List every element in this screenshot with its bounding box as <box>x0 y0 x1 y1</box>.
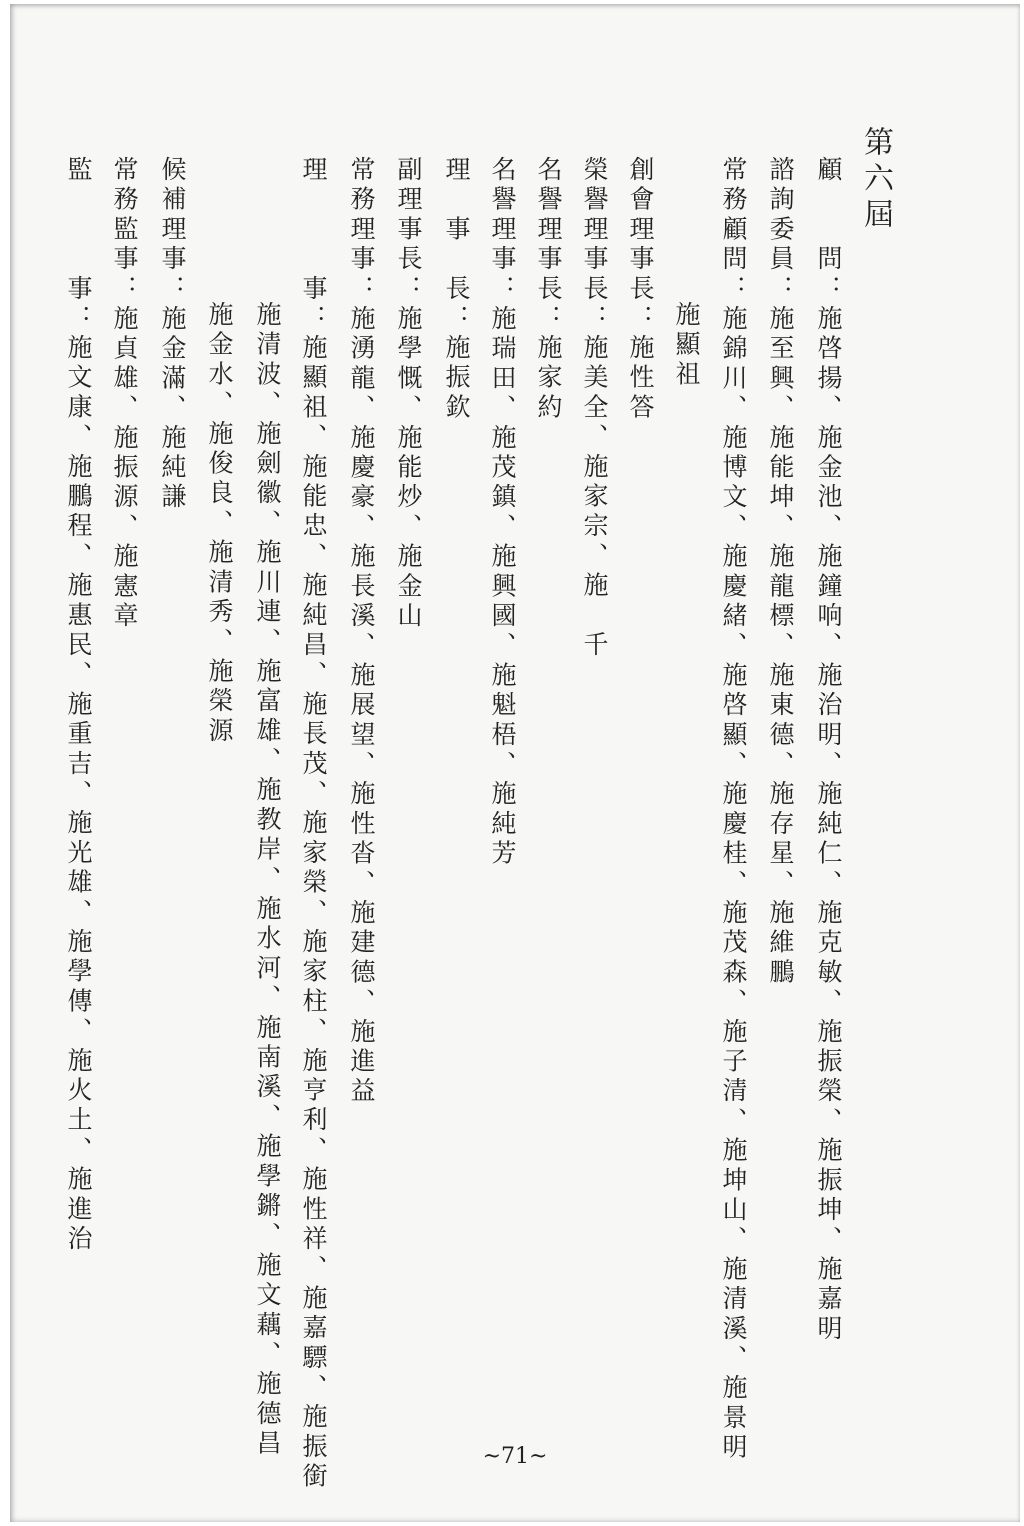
column-label: 諮詢委員： <box>766 156 795 305</box>
column-names: 施啓揚、施金池、施鐘响、施治明、施純仁、施克敏、施振榮、施振坤、施嘉明 <box>814 304 843 1344</box>
column-names: 施湧龍、施慶豪、施長溪、施展望、施性沓、施建德、施進益 <box>347 304 376 1107</box>
list-column-founding-chairman <box>628 156 653 423</box>
column-label: 常務理事： <box>347 156 376 305</box>
column-label: 常務監事： <box>110 156 139 305</box>
column-names: 施振欽 <box>442 334 471 424</box>
list-column-chairman <box>444 156 469 423</box>
list-column-emeritus-chairman <box>536 156 561 423</box>
column-label: 創會理事長： <box>626 156 655 335</box>
list-column-standing-supervisors <box>112 156 137 631</box>
column-label: 名譽理事長： <box>534 156 563 335</box>
column-label: 名譽理事： <box>488 156 517 305</box>
column-names: 施金水、施俊良、施清秀、施榮源 <box>205 301 234 747</box>
column-names: 施錦川、施博文、施慶緒、施啓顯、施慶桂、施茂森、施子清、施坤山、施清溪、施景明 <box>719 304 748 1463</box>
list-column-standing-advisors <box>721 156 746 1463</box>
list-column-honorary-chairman <box>582 156 607 661</box>
column-label: 顧 問： <box>814 156 843 305</box>
column-names: 施顯祖、施能忠、施純昌、施長茂、施家榮、施家柱、施亨利、施性祥、施嘉驃、施振銜 <box>299 334 328 1493</box>
column-names: 施美全、施家宗、施 千 <box>580 334 609 661</box>
column-label: 榮譽理事長： <box>580 156 609 335</box>
list-column-advisors <box>816 156 841 1344</box>
list-column-consult-committee <box>768 156 793 988</box>
list-column-directors-cont-1 <box>255 301 280 1459</box>
page-number: ~71~ <box>482 1444 548 1469</box>
column-names: 施至興、施能坤、施龍標、施東德、施存星、施維鵬 <box>766 304 795 988</box>
list-column-standing-directors <box>349 156 374 1106</box>
column-names: 施金滿、施純謙 <box>158 304 187 513</box>
list-column-vice-chairman <box>396 156 421 631</box>
column-label: 副理事長： <box>394 156 423 305</box>
column-label: 常務顧問： <box>719 156 748 305</box>
column-names: 施清波、施劍徽、施川連、施富雄、施教岸、施水河、施南溪、施學鏘、施文藕、施德昌 <box>253 301 282 1460</box>
document-page <box>10 4 1020 1522</box>
column-names: 施貞雄、施振源、施憲章 <box>110 304 139 632</box>
list-column-directors <box>301 156 326 1493</box>
column-label: 理 事 長： <box>442 156 471 335</box>
list-column-emeritus-directors <box>490 156 515 869</box>
list-column-directors-cont-2 <box>207 301 232 747</box>
column-label: 候補理事： <box>158 156 187 305</box>
column-label: 理 事： <box>299 156 328 335</box>
column-names: 施瑞田、施茂鎮、施興國、施魁梧、施純芳 <box>488 304 517 869</box>
column-names: 施學慨、施能炒、施金山 <box>394 304 423 632</box>
column-names: 施文康、施鵬程、施惠民、施重吉、施光雄、施學傳、施火土、施進治 <box>64 334 93 1255</box>
list-column-supervisors <box>66 156 91 1255</box>
list-column-standing-advisors-cont <box>674 301 699 390</box>
list-column-alternate-directors <box>160 156 185 512</box>
column-names: 施顯祖 <box>672 301 701 391</box>
page-heading: 第六屆 <box>858 126 893 234</box>
column-names: 施家約 <box>534 334 563 424</box>
column-names: 施性答 <box>626 334 655 424</box>
column-label: 監 事： <box>64 156 93 335</box>
